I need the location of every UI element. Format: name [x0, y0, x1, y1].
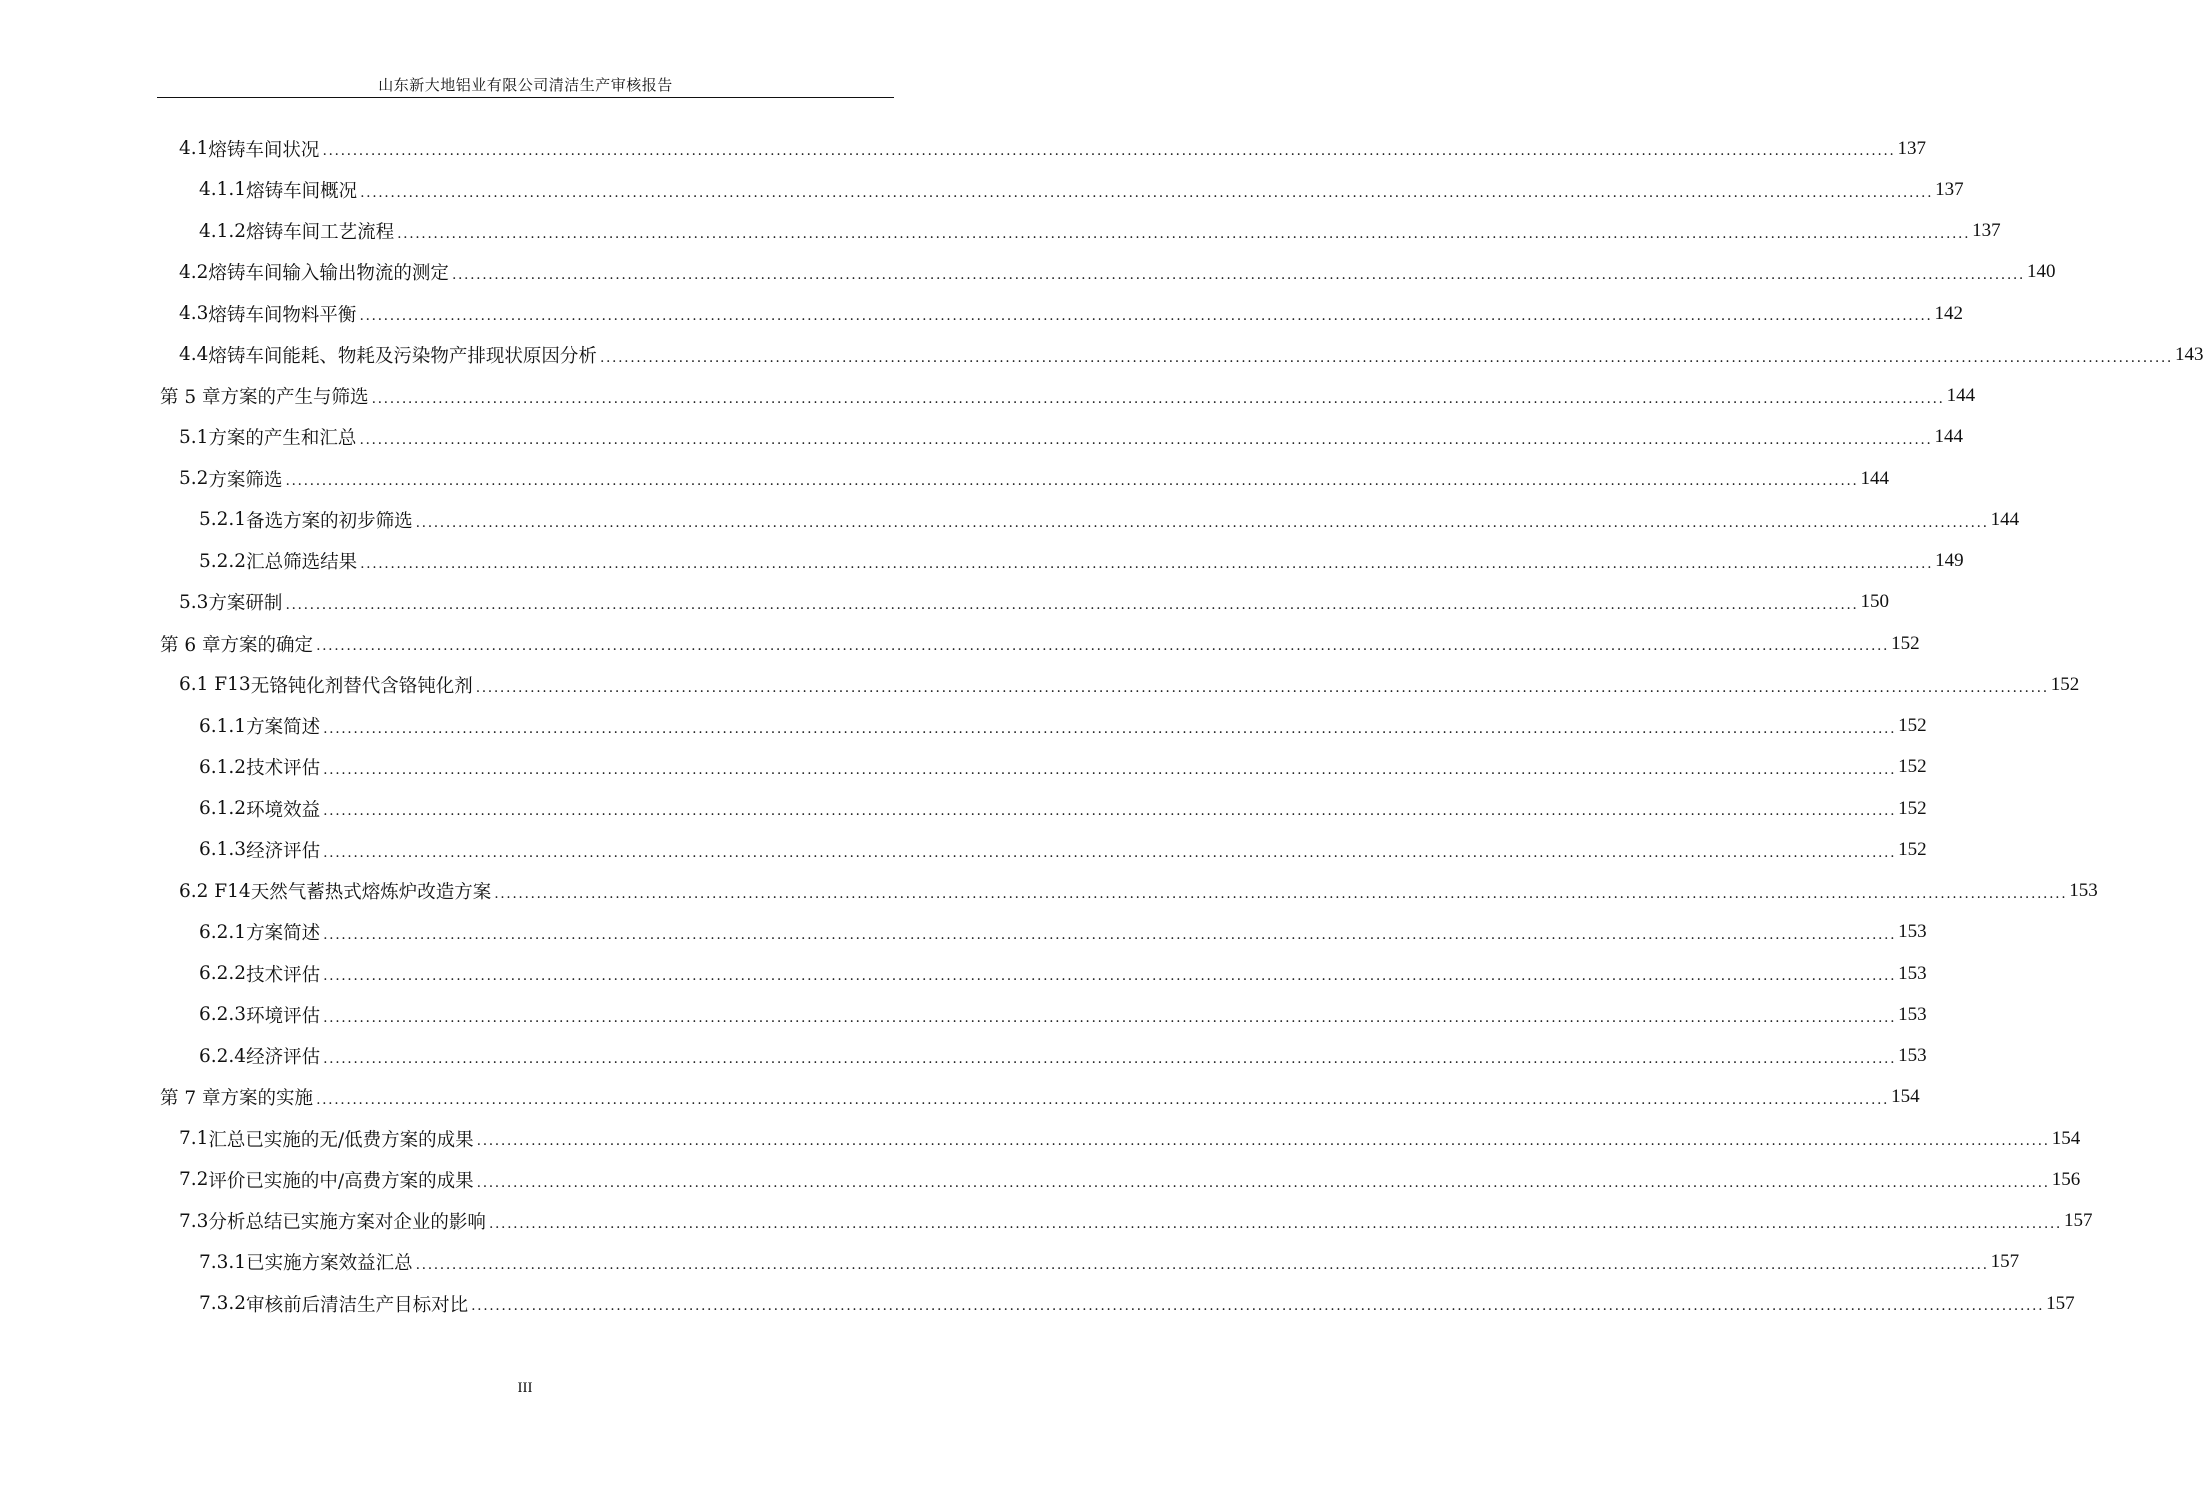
- toc-entry[interactable]: [0, 1118, 2081, 1159]
- toc-entry-title: 技术评估: [246, 964, 321, 986]
- toc-entry-page: 153: [1898, 921, 1927, 943]
- toc-entry-title: 评价已实施的中/高费方案的成果: [208, 1170, 474, 1192]
- toc-dot-leader: ....................................................................................................................................................................................................................................................................: [360, 555, 1934, 572]
- toc-entry-number: 5.2.1: [199, 509, 247, 531]
- toc-entry-title: 备选方案的初步筛选: [246, 510, 413, 532]
- toc-entry[interactable]: [0, 623, 1920, 664]
- toc-entry[interactable]: [0, 169, 1964, 210]
- toc-dot-leader: ....................................................................................................................................................................................................................................................................: [316, 638, 1890, 655]
- toc-entry-number: 6.1.2: [199, 798, 247, 820]
- toc-dot-leader: ....................................................................................................................................................................................................................................................................: [599, 349, 2173, 366]
- toc-dot-leader: ....................................................................................................................................................................................................................................................................: [322, 143, 1896, 160]
- toc-dot-leader: ....................................................................................................................................................................................................................................................................: [323, 968, 1897, 985]
- toc-entry[interactable]: [0, 458, 1889, 499]
- toc-dot-leader: ....................................................................................................................................................................................................................................................................: [415, 514, 1989, 531]
- toc-entry-page: 157: [1990, 1251, 2020, 1273]
- toc-entry-number: 4.1: [179, 138, 209, 160]
- toc-entry-number: 7.3.1: [199, 1251, 247, 1273]
- toc-entry[interactable]: [0, 788, 1927, 829]
- toc-entry[interactable]: [0, 953, 1927, 994]
- toc-entry[interactable]: [0, 706, 1927, 747]
- toc-entry-number: 5.2: [179, 468, 209, 490]
- toc-entry-number: 4.1.2: [199, 220, 247, 242]
- toc-entry-page: 157: [2046, 1292, 2075, 1314]
- toc-dot-leader: ....................................................................................................................................................................................................................................................................: [359, 308, 1933, 325]
- toc-dot-leader: ....................................................................................................................................................................................................................................................................: [494, 885, 2068, 902]
- toc-entry[interactable]: [0, 829, 1927, 870]
- toc-entry-page: 150: [1860, 591, 1889, 613]
- toc-entry-number: 第 6 章: [160, 634, 221, 656]
- toc-entry-page: 154: [1891, 1086, 1920, 1108]
- toc-entry-title: 汇总已实施的无/低费方案的成果: [208, 1129, 474, 1151]
- toc-entry[interactable]: [0, 376, 1976, 417]
- toc-entry[interactable]: [0, 499, 2020, 540]
- toc-entry-page: 152: [1898, 797, 1927, 819]
- running-header-title: 山东新大地铝业有限公司清洁生产审核报告: [378, 76, 673, 94]
- toc-entry-number: 6.1.3: [199, 839, 247, 861]
- toc-entry[interactable]: [0, 541, 1964, 582]
- toc-dot-leader: ....................................................................................................................................................................................................................................................................: [471, 1298, 2045, 1315]
- toc-entry-number: 4.2: [179, 261, 209, 283]
- toc-entry-page: 152: [1891, 632, 1920, 654]
- toc-entry-number: 7.3: [179, 1210, 209, 1232]
- toc-entry-page: 144: [1934, 426, 1963, 448]
- toc-dot-leader: ....................................................................................................................................................................................................................................................................: [323, 927, 1897, 943]
- toc-entry-number: 7.1: [179, 1128, 209, 1150]
- toc-entry-title: 熔铸车间输入输出物流的测定: [208, 263, 449, 285]
- header-divider: [157, 97, 894, 98]
- toc-entry[interactable]: [0, 747, 1927, 788]
- toc-entry-number: 5.1: [179, 426, 209, 448]
- toc-dot-leader: ....................................................................................................................................................................................................................................................................: [397, 225, 1971, 242]
- toc-entry-title: 方案的产生与筛选: [220, 387, 369, 409]
- toc-entry[interactable]: [0, 664, 2080, 705]
- toc-entry[interactable]: [0, 912, 1927, 953]
- toc-dot-leader: ....................................................................................................................................................................................................................................................................: [476, 1174, 2050, 1191]
- toc-entry-page: 153: [1898, 1045, 1927, 1067]
- toc-entry-title: 熔铸车间概况: [246, 180, 358, 202]
- toc-entry-page: 144: [1860, 467, 1889, 489]
- toc-entry-number: 5.2.2: [199, 550, 247, 572]
- toc-dot-leader: ....................................................................................................................................................................................................................................................................: [323, 1050, 1897, 1067]
- toc-entry-number: 5.3: [179, 591, 209, 613]
- toc-entry-page: 152: [2050, 673, 2080, 695]
- toc-entry-number: 6.2.2: [199, 963, 247, 985]
- toc-dot-leader: ....................................................................................................................................................................................................................................................................: [360, 184, 1934, 201]
- toc-dot-leader: ....................................................................................................................................................................................................................................................................: [316, 1092, 1890, 1108]
- toc-entry[interactable]: [0, 1283, 2075, 1324]
- toc-entry-number: 6.1 F13: [179, 674, 251, 696]
- toc-entry-page: 137: [1897, 137, 1926, 159]
- toc-entry-title: 熔铸车间状况: [208, 139, 320, 161]
- toc-entry-number: 4.3: [179, 303, 209, 325]
- toc-entry[interactable]: [0, 293, 1963, 334]
- toc-entry[interactable]: [0, 211, 2001, 252]
- toc-entry[interactable]: [0, 1036, 1927, 1077]
- toc-dot-leader: ....................................................................................................................................................................................................................................................................: [475, 679, 2049, 696]
- toc-entry-number: 第 7 章: [160, 1088, 221, 1110]
- toc-entry-page: 153: [1898, 962, 1927, 984]
- table-of-contents: [0, 128, 2204, 1324]
- toc-entry-title: 经济评估: [246, 840, 321, 862]
- toc-dot-leader: ....................................................................................................................................................................................................................................................................: [323, 720, 1897, 737]
- toc-entry-title: 环境评估: [246, 1005, 321, 1027]
- toc-dot-leader: ....................................................................................................................................................................................................................................................................: [323, 803, 1897, 820]
- toc-entry-title: 方案筛选: [208, 469, 283, 491]
- toc-entry-title: 无铬钝化剂替代含铬钝化剂: [250, 675, 473, 697]
- toc-entry-title: 审核前后清洁生产目标对比: [246, 1294, 469, 1316]
- toc-entry-page: 153: [1898, 1003, 1927, 1025]
- toc-entry[interactable]: [0, 334, 2204, 375]
- toc-dot-leader: ....................................................................................................................................................................................................................................................................: [359, 432, 1933, 448]
- toc-entry[interactable]: [0, 128, 1926, 169]
- toc-entry-page: 152: [1898, 756, 1927, 778]
- toc-entry-number: 7.2: [179, 1169, 209, 1191]
- toc-entry[interactable]: [0, 252, 2056, 293]
- toc-entry-title: 已实施方案效益汇总: [246, 1253, 413, 1275]
- toc-entry-number: 第 5 章: [160, 387, 221, 409]
- toc-entry-page: 154: [2051, 1127, 2081, 1149]
- toc-dot-leader: ....................................................................................................................................................................................................................................................................: [415, 1257, 1989, 1273]
- toc-entry-title: 经济评估: [246, 1047, 321, 1069]
- toc-entry-page: 137: [1935, 178, 1964, 200]
- toc-entry-number: 6.2.4: [199, 1045, 247, 1067]
- toc-entry-title: 技术评估: [246, 758, 321, 780]
- toc-entry-number: 6.1.1: [199, 715, 247, 737]
- toc-dot-leader: ....................................................................................................................................................................................................................................................................: [285, 597, 1859, 613]
- toc-entry-title: 方案的确定: [220, 634, 314, 656]
- toc-dot-leader: ....................................................................................................................................................................................................................................................................: [323, 844, 1897, 861]
- toc-entry[interactable]: [0, 1077, 1920, 1118]
- toc-entry-title: 方案简述: [246, 923, 321, 945]
- page-number: III: [517, 1380, 533, 1396]
- toc-entry[interactable]: [0, 1201, 2093, 1242]
- toc-entry-number: 4.4: [179, 344, 209, 366]
- toc-entry-page: 157: [2064, 1210, 2093, 1232]
- toc-entry-title: 天然气蓄热式熔炼炉改造方案: [250, 882, 492, 904]
- toc-entry-number: 6.2.3: [199, 1004, 247, 1026]
- toc-entry-title: 方案简述: [246, 717, 321, 739]
- toc-entry[interactable]: [0, 871, 2098, 912]
- toc-entry-page: 140: [2027, 261, 2056, 283]
- toc-entry[interactable]: [0, 582, 1889, 623]
- toc-dot-leader: ....................................................................................................................................................................................................................................................................: [371, 390, 1945, 407]
- toc-dot-leader: ....................................................................................................................................................................................................................................................................: [451, 267, 2025, 283]
- toc-entry-title: 环境效益: [246, 799, 321, 821]
- toc-entry-number: 6.1.2: [199, 756, 247, 778]
- toc-entry-number: 7.3.2: [199, 1293, 247, 1315]
- toc-entry-number: 6.2 F14: [179, 880, 251, 902]
- toc-entry-title: 熔铸车间能耗、物耗及污染物产排现状原因分析: [208, 345, 597, 367]
- toc-entry-title: 汇总筛选结果: [246, 552, 358, 574]
- toc-entry-title: 方案的产生和汇总: [208, 428, 357, 450]
- toc-entry-page: 143: [2175, 343, 2204, 365]
- toc-entry-page: 152: [1898, 838, 1927, 860]
- toc-entry-page: 152: [1898, 715, 1927, 737]
- toc-dot-leader: ....................................................................................................................................................................................................................................................................: [285, 473, 1859, 490]
- toc-entry-page: 149: [1935, 550, 1964, 572]
- toc-dot-leader: ....................................................................................................................................................................................................................................................................: [323, 1009, 1897, 1026]
- toc-entry-title: 熔铸车间工艺流程: [246, 222, 395, 244]
- toc-entry-title: 熔铸车间物料平衡: [208, 304, 357, 326]
- toc-entry-page: 144: [1946, 385, 1976, 407]
- toc-entry-page: 156: [2051, 1168, 2081, 1190]
- toc-entry-number: 4.1.1: [199, 179, 247, 201]
- toc-entry[interactable]: [0, 1242, 2020, 1283]
- toc-entry-title: 方案的实施: [220, 1088, 314, 1110]
- toc-entry-page: 153: [2069, 880, 2098, 902]
- toc-entry-number: 6.2.1: [199, 921, 247, 943]
- toc-entry[interactable]: [0, 994, 1927, 1035]
- toc-dot-leader: ....................................................................................................................................................................................................................................................................: [323, 762, 1897, 778]
- toc-entry[interactable]: [0, 1159, 2081, 1200]
- toc-entry-title: 方案研制: [208, 593, 283, 615]
- toc-entry-page: 137: [1972, 220, 2001, 242]
- toc-entry-title: 分析总结已实施方案对企业的影响: [208, 1212, 486, 1234]
- toc-dot-leader: ....................................................................................................................................................................................................................................................................: [476, 1133, 2050, 1150]
- toc-entry-page: 142: [1934, 302, 1963, 324]
- toc-dot-leader: ....................................................................................................................................................................................................................................................................: [488, 1215, 2062, 1232]
- toc-entry[interactable]: [0, 417, 1963, 458]
- toc-entry-page: 144: [1990, 508, 2020, 530]
